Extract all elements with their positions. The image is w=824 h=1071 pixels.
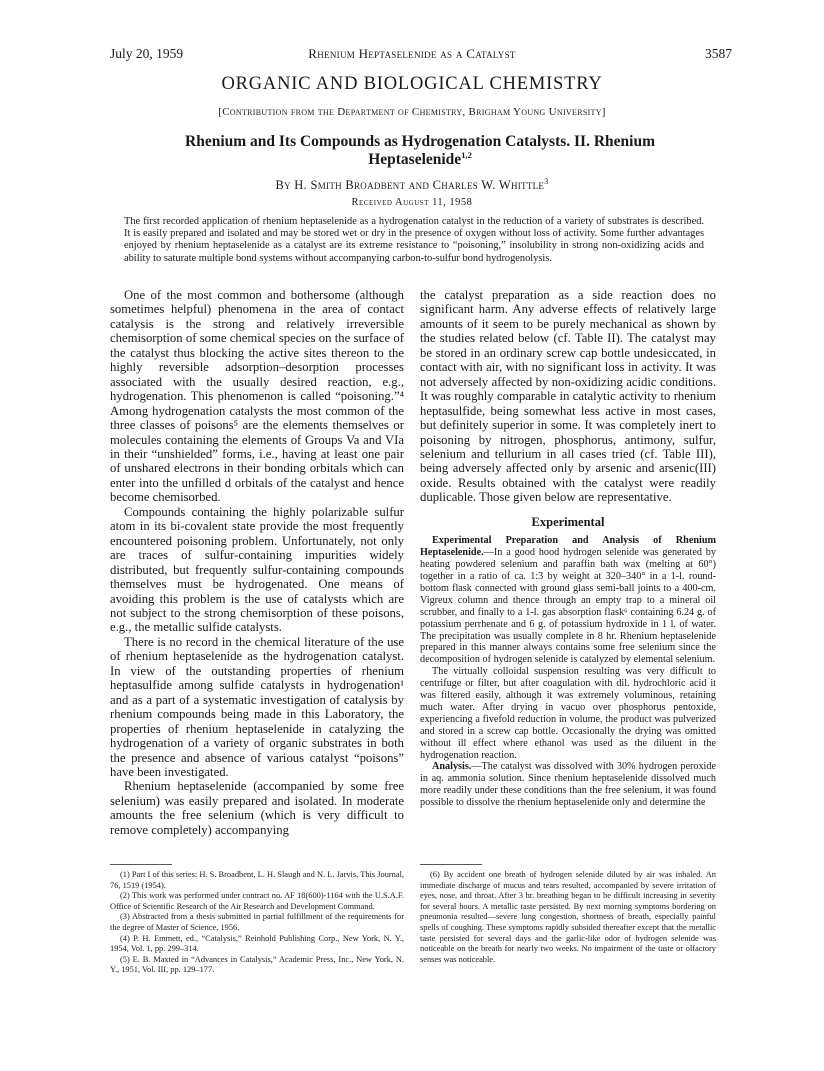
title-footnote-marks: 1,2 (461, 149, 472, 160)
footnote: (5) E. B. Maxted in “Advances in Catalysis,” Academic Press, Inc., New York, N. Y., 1951, Vol. III, pp. 129–177. (110, 954, 404, 975)
footnote: (2) This work was performed under contract no. AF 18(600)-1164 with the U.S.A.F. Office of Scientific Research of the Air Research and Development Command. (110, 891, 404, 911)
footnote: (3) Abstracted from a thesis submitted in partial fulfillment of the requirements for the degree of Master of Science, 1956. (110, 912, 404, 932)
article-title (140, 133, 700, 169)
running-title: Rhenium Heptaselenide as a Catalyst (308, 46, 516, 61)
page-number: 3587 (705, 46, 732, 61)
experimental-section (420, 535, 716, 809)
received-date: Received August 11, 1958 (351, 197, 473, 208)
left-column (110, 288, 404, 837)
footnote-rule (420, 864, 482, 865)
body-paragraph: Compounds containing the highly polarizable sulfur atom in its bi-covalent state provide the most frequently encountered poisoning problem. Unfortunately, not only are traces of sulfur-containing impurities widely distributed, but frequently sulfur-containing compounds themselves must be hydrogenated. One means of avoiding this problem is the use of catalysts which are not subject to the strong chemisorption of these poisons, e.g., the metallic sulfide catalysts. (110, 504, 404, 635)
footnote-rule (110, 864, 172, 865)
page-date: July 20, 1959 (110, 46, 184, 61)
author-line (0, 178, 824, 193)
right-column (420, 288, 716, 809)
body-paragraph: One of the most common and bothersome (although sometimes helpful) phenomena in the area of contact catalysis is the strong and relatively irreversible chemisorption of some chemical species on the surface of the catalyst thus blocking the active sites thereon to the highly reversible adsorption–desorption processes associated with the usually desired reaction, e.g., hydrogenation. This phenomenon is called “poisoning.”⁴ Among hydrogenation catalysts the most common of the three classes of poisons⁵ are the elements themselves or molecules containing the elements of Groups Va and VIa in their “unshielded” forms, i.e., having at least one pair of unshared electrons in their bonding orbitals which can enter into the unfilled d orbitals of the catalyst and hence become chemisorbed. (110, 288, 404, 505)
subsection-heading: Experimental Preparation and Analysis of Rhenium Heptaselenide. (420, 535, 716, 559)
paragraph-text: —In a good hood hydrogen selenide was generated by heating powdered selenium and paraffin bath wax (melting at 60°) together in a ratio of ca. 1:3 by weight at 320–340° in a 1-l. round-bottom flask connected with ground glass semi-ball joints to a 400-cm. Vigreux column and thence through an empty trap to a mineral oil scrubber, and finally to a 1-l. gas absorption flask⁶ containing 6.24 g. of potassium perrhenate and 6 g. of potassium hydroxide in 1 l. of water. The precipitation was usually complete in 8 hr. Rhenium heptaselenide prepared in this manner always contains some free selenium since the decomposition of hydrogen selenide is catalyzed by elemental selenium. (420, 547, 716, 666)
abstract: The first recorded application of rhenium heptaselenide as a hydrogenation catalyst in the reduction of a variety of substrates is described. It is easily prepared and isolated and may be stored wet or dry in the presence of oxygen without loss of activity. Some further advantages enjoyed by rhenium heptaselenide as a catalyst are its extreme resistance to “poisoning,” insolubility in strong non-oxidizing acids and ability to saturate multiple bond systems without accompanying carbon-to-sulfur bond hydrogenolysis. (124, 216, 704, 264)
authors-text: By H. Smith Broadbent and Charles W. Whittle (275, 178, 545, 192)
title-text: Rhenium and Its Compounds as Hydrogenation Catalysts. II. Rhenium Heptaselenide (185, 133, 655, 168)
author-footnote-mark: 3 (544, 176, 549, 186)
experimental-paragraph (420, 761, 716, 809)
footnote: (4) P. H. Emmett, ed., “Catalysis,” Reinhold Publishing Corp., New York, N. Y., 1954, Vol. 1, pp. 299–314. (110, 933, 404, 954)
section-heading: ORGANIC AND BIOLOGICAL CHEMISTRY (221, 74, 603, 94)
paragraph-text: —The catalyst was dissolved with 30% hydrogen peroxide in aq. ammonia solution. Since rhenium heptaselenide dissolved much more readily under these conditions than the free selenium, it was found possible to dissolve the rhenium heptaselenide only and determine the (420, 761, 716, 809)
body-paragraph: Rhenium heptaselenide (accompanied by some free selenium) was easily prepared and isolated. In moderate amounts the free selenium (which is very difficult to remove completely) accompanying (110, 779, 404, 837)
contribution-line: [Contribution from the Department of Chemistry, Brigham Young University] (218, 106, 606, 118)
footnote: (1) Part I of this series: H. S. Broadbent, L. H. Slaugh and N. L. Jarvis, This Journal, 76, 1519 (1954). (110, 870, 404, 890)
subsection-heading: Analysis. (432, 761, 472, 773)
experimental-paragraph (420, 535, 716, 666)
footnotes-left (110, 870, 404, 976)
experimental-paragraph: The virtually colloidal suspension resulting was very difficult to centrifuge or filter, but after coagulation with dil. hydrochloric acid it was filtered easily, although it was extremely voluminous, retaining much water. After drying in vacuo over phosphorus pentoxide, experiencing a fivefold reduction in volume, the product was pulverized and stored in a screw cap bottle. Occasionally the drying was omitted without ill effect where ethanol was used as the diluent in the hydrogenation reaction. (420, 666, 716, 761)
body-paragraph: There is no record in the chemical literature of the use of rhenium heptaselenide as the hydrogenation catalyst. In view of the outstanding properties of rhenium heptasulfide among sulfide catalysts in hydrogenation¹ and as a part of a systematic investigation of catalysis by rhenium compounds being made in this Laboratory, the properties of rhenium heptaselenide in catalyzing the hydrogenation of a variety of organic substrates in both the presence and absence of various catalyst “poisons” have been investigated. (110, 634, 404, 779)
footnotes-right (420, 870, 716, 965)
footnote: (6) By accident one breath of hydrogen selenide diluted by air was inhaled. An immediate discharge of mucus and tears resulted, accompanied by severe irritation of eyes, nose, and throat. After 3 hr. breathing began to be difficult increasing in severity for several hours. A metallic taste persisted. By next morning symptoms bordering on pneumonia resulted—severe lung congestion, shortness of breath, especially painful spells of coughing. These symptoms rapidly subsided thereafter except that the metallic taste persisted for several days and the garlic-like odor of hydrogen selenide was noticeable on the breath for nearly two weeks. No impairment of the taste or olfactory senses was noticeable. (420, 870, 716, 964)
body-paragraph: the catalyst preparation as a side reaction does no significant harm. Any adverse effects of relatively large amounts of it seem to be purely mechanical as shown by the studies related below (cf. Table II). The catalyst may be stored in an ordinary screw cap bottle undesiccated, in contact with air, with no significant loss in activity. It was not adversely affected by non-oxidizing acidic conditions. It was roughly comparable in catalytic activity to rhenium heptasulfide, being somewhat less active in most cases, but definitely superior in some. It was completely inert to poisoning by nitrogen, phosphorus, antimony, sulfur, selenium and tellurium in all cases tried (cf. Table III), being adversely affected only by arsenic and arsenic(III) oxide. Results obtained with the catalyst were readily duplicable. Those given below are representative. (420, 288, 716, 505)
experimental-heading: Experimental (531, 514, 605, 529)
